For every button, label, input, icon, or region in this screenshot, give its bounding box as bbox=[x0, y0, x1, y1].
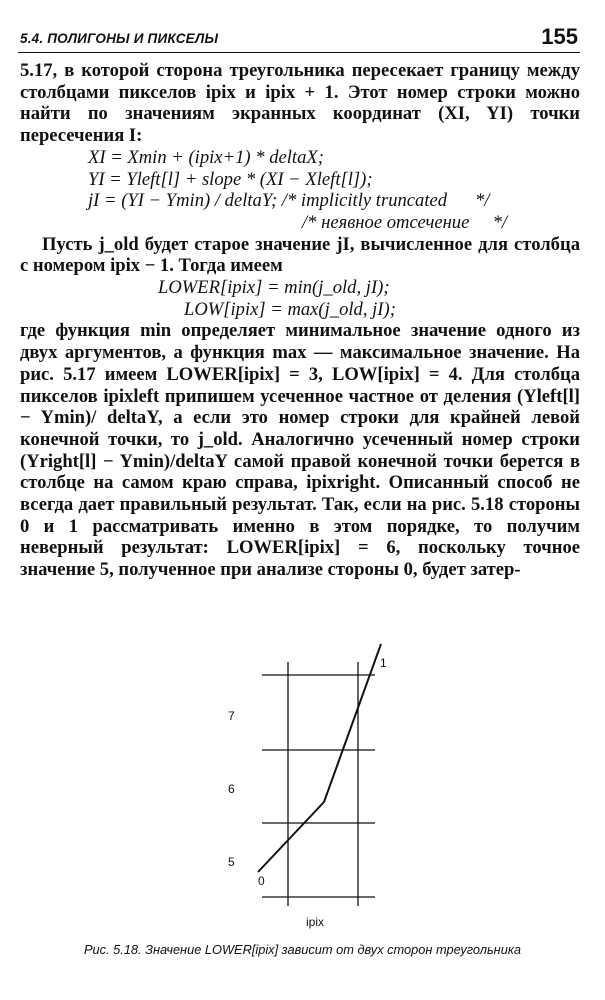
code-line: jI = (YI − Ymin) / deltaY; /* implicitly truncated */ bbox=[88, 190, 490, 212]
code-line: /* неявное отсечение */ bbox=[302, 211, 508, 233]
triangle-side-1 bbox=[324, 644, 381, 802]
figure-5-18 bbox=[0, 610, 605, 940]
figure-caption: Рис. 5.18. Значение LOWER[ipix] зависит от двух сторон треугольника bbox=[83, 942, 522, 957]
code-line: XI = Xmin + (ipix+1) * deltaX; bbox=[88, 146, 324, 168]
code-block-1 bbox=[20, 147, 580, 234]
row-label: 6 bbox=[228, 782, 235, 796]
body-text bbox=[20, 60, 580, 581]
code-line: LOWER[ipix] = min(j_old, jI); bbox=[158, 277, 390, 299]
column-label: ipix bbox=[306, 915, 325, 929]
code-line: LOW[ipix] = max(j_old, jI); bbox=[184, 298, 396, 320]
paragraph-3: где функция min определяет минимальное значение одного из двух аргументов, а функция max — максимальное значение. На рис. 5.17 имеем LOWER[ipix] = 3, LOW[ipix] = 4. Для столбца пикселов ipixleft припишем усеченное частное от деления (Yleft[l] − Ymin)/ deltaY, а если это номер строки для крайней левой конечной точки, то j_old. Аналогично усеченный номер строки (Yright[l] − Ymin)/deltaY самой правой конечной точки берется в столбце на самом краю справа, ipixright. Описанный способ не всегда дает правильный результат. Так, если на рис. 5.18 стороны 0 и 1 рассматривать именно в этом порядке, то получим неверный результат: LOWER[ipix] = 6, поскольку точное значение 5, полученное при анализе стороны 0, будет затер- bbox=[20, 320, 580, 581]
row-label: 5 bbox=[228, 855, 235, 869]
code-line: YI = Yleft[l] + slope * (XI − Xleft[l]); bbox=[88, 168, 373, 190]
row-label: 7 bbox=[228, 709, 235, 723]
page-header bbox=[18, 22, 580, 53]
code-block-2 bbox=[20, 277, 580, 320]
section-title: 5.4. ПОЛИГОНЫ И ПИКСЕЛЫ bbox=[20, 31, 219, 46]
page-number: 155 bbox=[541, 24, 578, 49]
triangle-side-0 bbox=[258, 802, 324, 872]
paragraph-2: Пусть j_old будет старое значение jI, вычисленное для столбца с номером ipix − 1. Тогда имеем bbox=[20, 233, 580, 277]
side-label: 0 bbox=[258, 874, 265, 888]
side-label: 1 bbox=[380, 656, 387, 670]
paragraph-1: 5.17, в которой сторона треугольника пересекает границу между столбцами пикселов ipix и ipix + 1. Этот номер строки можно найти по значениям экранных координат (XI, YI) точки пересечения I: bbox=[20, 60, 580, 147]
